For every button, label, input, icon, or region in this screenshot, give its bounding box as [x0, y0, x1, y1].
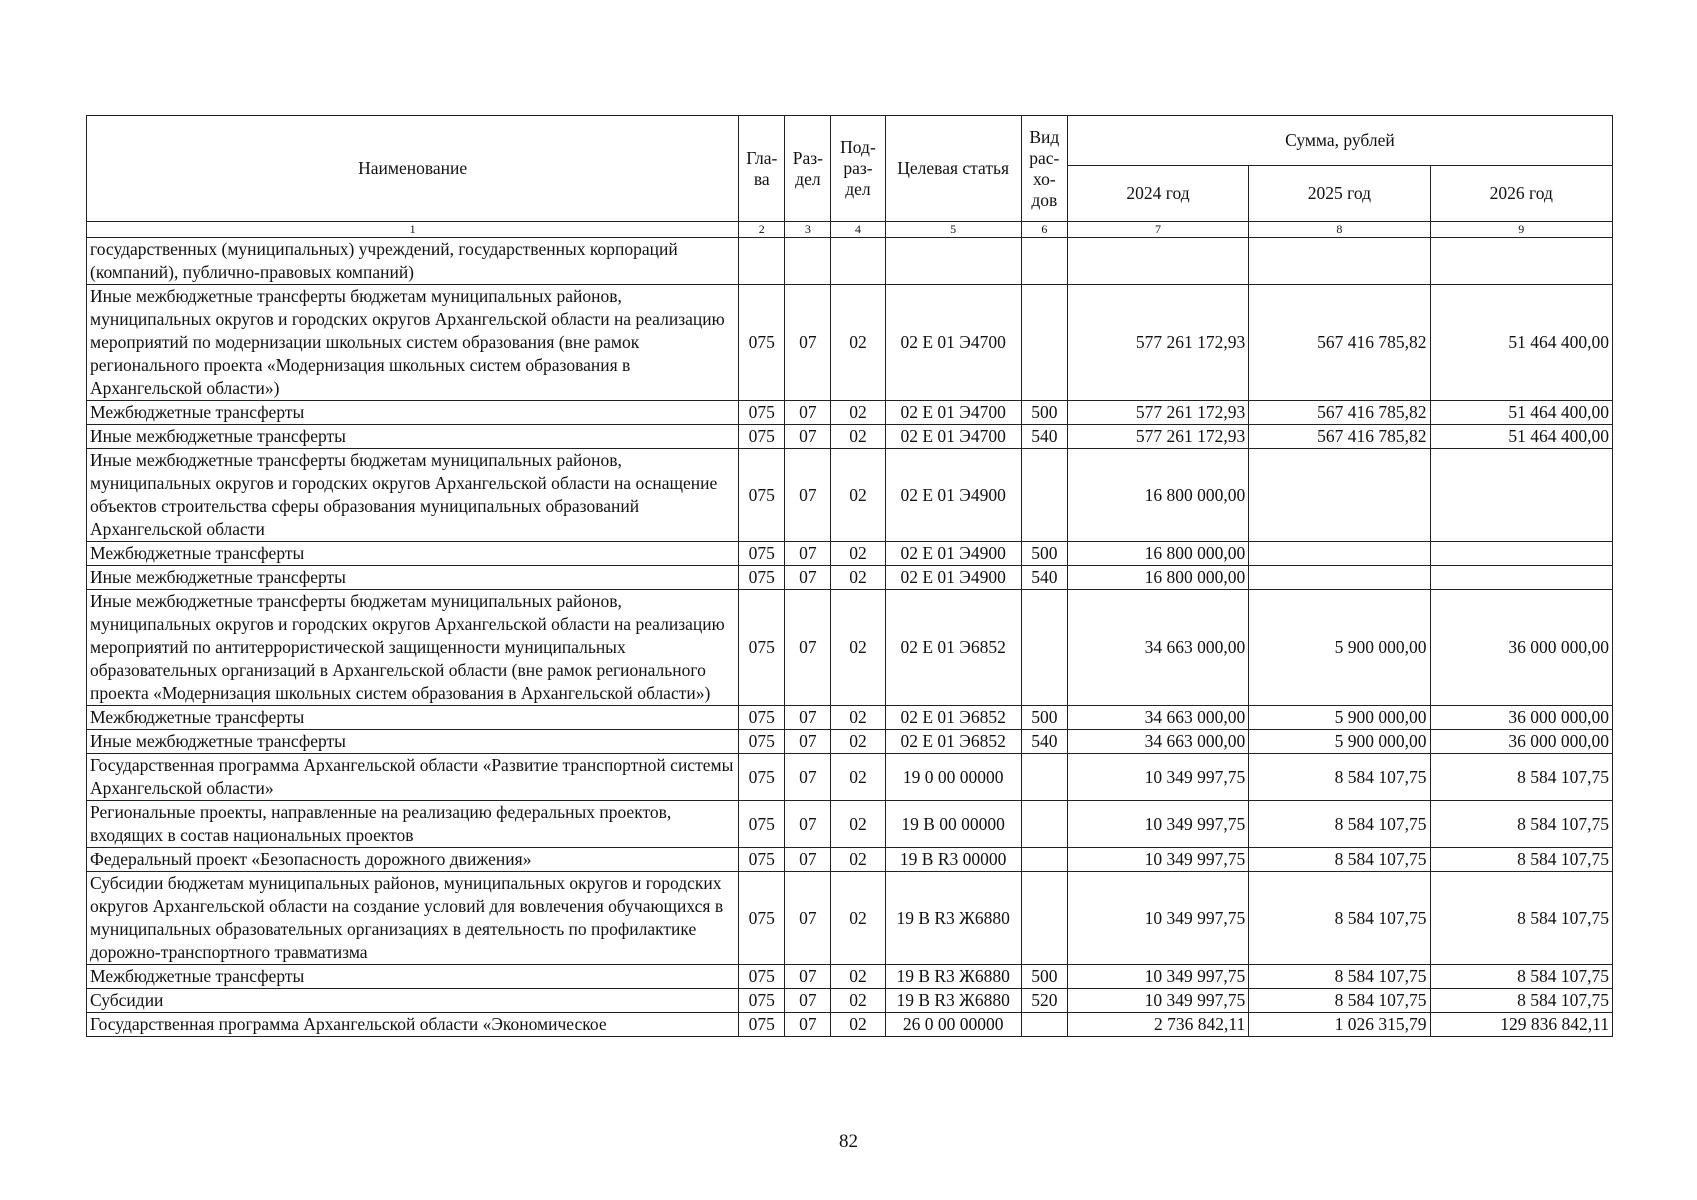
cell-glava: 075: [739, 590, 785, 706]
table-row: [87, 401, 1613, 425]
cell-2024: 16 800 000,00: [1067, 566, 1248, 590]
cell-vid: [1021, 754, 1067, 801]
cell-razdel: 07: [785, 1013, 831, 1037]
cell-razdel: 07: [785, 989, 831, 1013]
table-row: [87, 965, 1613, 989]
cell-glava: 075: [739, 801, 785, 848]
column-number: 4: [831, 222, 885, 238]
cell-podrazdel: 02: [831, 449, 885, 542]
column-number: 3: [785, 222, 831, 238]
header-year-2024: 2024 год: [1067, 166, 1248, 222]
cell-glava: 075: [739, 989, 785, 1013]
cell-vid: 520: [1021, 989, 1067, 1013]
cell-2024: 34 663 000,00: [1067, 706, 1248, 730]
table-row: [87, 449, 1613, 542]
cell-target: 02 Е 01 Э6852: [885, 730, 1021, 754]
cell-2025: [1249, 238, 1430, 285]
cell-podrazdel: 02: [831, 989, 885, 1013]
cell-2026: 36 000 000,00: [1430, 730, 1612, 754]
cell-podrazdel: [831, 238, 885, 285]
cell-target: 19 В 00 00000: [885, 801, 1021, 848]
cell-razdel: 07: [785, 425, 831, 449]
column-number: 5: [885, 222, 1021, 238]
table-row: [87, 285, 1613, 401]
cell-razdel: 07: [785, 848, 831, 872]
header-year-2026: 2026 год: [1430, 166, 1612, 222]
cell-2025: 567 416 785,82: [1249, 285, 1430, 401]
cell-2026: 51 464 400,00: [1430, 285, 1612, 401]
cell-2024: 2 736 842,11: [1067, 1013, 1248, 1037]
column-number: 1: [87, 222, 739, 238]
cell-podrazdel: 02: [831, 285, 885, 401]
cell-2024: 34 663 000,00: [1067, 590, 1248, 706]
table-row: [87, 706, 1613, 730]
cell-2026: 8 584 107,75: [1430, 754, 1612, 801]
cell-name: Иные межбюджетные трансферты: [87, 730, 739, 754]
cell-razdel: [785, 238, 831, 285]
cell-glava: 075: [739, 965, 785, 989]
cell-2025: 567 416 785,82: [1249, 425, 1430, 449]
cell-glava: 075: [739, 1013, 785, 1037]
header-razdel: Раз-дел: [785, 116, 831, 222]
cell-2026: [1430, 566, 1612, 590]
cell-target: 02 Е 01 Э4700: [885, 401, 1021, 425]
cell-podrazdel: 02: [831, 848, 885, 872]
cell-vid: [1021, 590, 1067, 706]
cell-2025: [1249, 542, 1430, 566]
budget-table: [86, 115, 1613, 1037]
cell-2026: 8 584 107,75: [1430, 801, 1612, 848]
cell-podrazdel: 02: [831, 706, 885, 730]
cell-2026: 129 836 842,11: [1430, 1013, 1612, 1037]
cell-razdel: 07: [785, 754, 831, 801]
table-row: [87, 542, 1613, 566]
column-number: 2: [739, 222, 785, 238]
cell-name: Межбюджетные трансферты: [87, 965, 739, 989]
table-row: [87, 425, 1613, 449]
table-row: [87, 730, 1613, 754]
header-name: Наименование: [87, 116, 739, 222]
table-row: [87, 566, 1613, 590]
cell-razdel: 07: [785, 542, 831, 566]
table-row: [87, 590, 1613, 706]
cell-glava: 075: [739, 872, 785, 965]
cell-target: 19 В R3 Ж6880: [885, 872, 1021, 965]
cell-2025: 1 026 315,79: [1249, 1013, 1430, 1037]
column-numbers-row: [87, 222, 1613, 238]
cell-2024: 10 349 997,75: [1067, 754, 1248, 801]
column-number: 8: [1249, 222, 1430, 238]
cell-glava: 075: [739, 425, 785, 449]
cell-name: Иные межбюджетные трансферты бюджетам муниципальных районов, муниципальных округов и городских округов Архангельской области на реализацию мероприятий по модернизации школьных систем образования (вне рамок регионального проекта «Модернизация школьных систем образования в Архангельской области»): [87, 285, 739, 401]
cell-razdel: 07: [785, 590, 831, 706]
header-podrazdel: Под-раз-дел: [831, 116, 885, 222]
cell-name: Региональные проекты, направленные на реализацию федеральных проектов, входящих в состав национальных проектов: [87, 801, 739, 848]
cell-2026: [1430, 238, 1612, 285]
cell-2026: 51 464 400,00: [1430, 401, 1612, 425]
cell-target: 19 В R3 00000: [885, 848, 1021, 872]
cell-2024: 577 261 172,93: [1067, 401, 1248, 425]
cell-2024: 10 349 997,75: [1067, 989, 1248, 1013]
cell-podrazdel: 02: [831, 754, 885, 801]
cell-podrazdel: 02: [831, 801, 885, 848]
cell-2025: 8 584 107,75: [1249, 801, 1430, 848]
cell-glava: 075: [739, 566, 785, 590]
cell-podrazdel: 02: [831, 872, 885, 965]
cell-2026: 51 464 400,00: [1430, 425, 1612, 449]
cell-vid: [1021, 1013, 1067, 1037]
header-target: Целевая статья: [885, 116, 1021, 222]
cell-glava: 075: [739, 542, 785, 566]
cell-name: Иные межбюджетные трансферты бюджетам муниципальных районов, муниципальных округов и городских округов Архангельской области на оснащение объектов строительства сферы образования муниципальных образований Архангельской области: [87, 449, 739, 542]
cell-name: Федеральный проект «Безопасность дорожного движения»: [87, 848, 739, 872]
cell-2025: [1249, 449, 1430, 542]
cell-vid: 540: [1021, 566, 1067, 590]
cell-name: Иные межбюджетные трансферты бюджетам муниципальных районов, муниципальных округов и городских округов Архангельской области на реализацию мероприятий по антитеррористической защищенности муниципальных образовательных организаций в Архангельской области (вне рамок регионального проекта «Модернизация школьных систем образования в Архангельской области»): [87, 590, 739, 706]
cell-glava: 075: [739, 730, 785, 754]
table-row: [87, 801, 1613, 848]
cell-2024: 10 349 997,75: [1067, 848, 1248, 872]
cell-name: государственных (муниципальных) учреждений, государственных корпораций (компаний), публично-правовых компаний): [87, 238, 739, 285]
header-vid: Вид рас-хо-дов: [1021, 116, 1067, 222]
cell-2024: 34 663 000,00: [1067, 730, 1248, 754]
cell-2025: [1249, 566, 1430, 590]
cell-2025: 8 584 107,75: [1249, 872, 1430, 965]
header-year-2025: 2025 год: [1249, 166, 1430, 222]
cell-target: 02 Е 01 Э6852: [885, 706, 1021, 730]
cell-2026: 36 000 000,00: [1430, 590, 1612, 706]
table-row: [87, 1013, 1613, 1037]
cell-2026: 8 584 107,75: [1430, 989, 1612, 1013]
cell-razdel: 07: [785, 965, 831, 989]
table-body: [87, 238, 1613, 1037]
cell-razdel: 07: [785, 730, 831, 754]
cell-2024: 16 800 000,00: [1067, 542, 1248, 566]
cell-2025: 8 584 107,75: [1249, 848, 1430, 872]
cell-razdel: 07: [785, 566, 831, 590]
cell-glava: 075: [739, 285, 785, 401]
cell-podrazdel: 02: [831, 425, 885, 449]
page-number: 82: [839, 1131, 858, 1152]
cell-name: Межбюджетные трансферты: [87, 542, 739, 566]
cell-podrazdel: 02: [831, 965, 885, 989]
cell-target: 19 0 00 00000: [885, 754, 1021, 801]
cell-razdel: 07: [785, 449, 831, 542]
cell-podrazdel: 02: [831, 730, 885, 754]
column-number: 6: [1021, 222, 1067, 238]
cell-target: 02 Е 01 Э4900: [885, 566, 1021, 590]
cell-2026: 8 584 107,75: [1430, 848, 1612, 872]
cell-vid: [1021, 801, 1067, 848]
cell-2026: 8 584 107,75: [1430, 872, 1612, 965]
cell-target: 02 Е 01 Э4900: [885, 449, 1021, 542]
cell-vid: 500: [1021, 965, 1067, 989]
cell-vid: 540: [1021, 730, 1067, 754]
cell-glava: 075: [739, 754, 785, 801]
cell-name: Иные межбюджетные трансферты: [87, 425, 739, 449]
cell-target: 02 Е 01 Э4700: [885, 285, 1021, 401]
cell-target: 19 В R3 Ж6880: [885, 965, 1021, 989]
cell-razdel: 07: [785, 872, 831, 965]
cell-2024: 577 261 172,93: [1067, 285, 1248, 401]
cell-target: [885, 238, 1021, 285]
table-header: [87, 116, 1613, 238]
cell-podrazdel: 02: [831, 401, 885, 425]
cell-name: Субсидии: [87, 989, 739, 1013]
cell-vid: [1021, 872, 1067, 965]
cell-vid: [1021, 449, 1067, 542]
cell-target: 02 Е 01 Э4700: [885, 425, 1021, 449]
table-row: [87, 848, 1613, 872]
cell-2024: 10 349 997,75: [1067, 801, 1248, 848]
cell-razdel: 07: [785, 401, 831, 425]
cell-podrazdel: 02: [831, 590, 885, 706]
cell-glava: 075: [739, 449, 785, 542]
cell-2024: 16 800 000,00: [1067, 449, 1248, 542]
cell-2025: 5 900 000,00: [1249, 730, 1430, 754]
cell-2025: 5 900 000,00: [1249, 590, 1430, 706]
cell-2025: 8 584 107,75: [1249, 965, 1430, 989]
cell-2026: [1430, 449, 1612, 542]
cell-2024: 10 349 997,75: [1067, 965, 1248, 989]
cell-razdel: 07: [785, 801, 831, 848]
table-row: [87, 989, 1613, 1013]
cell-target: 26 0 00 00000: [885, 1013, 1021, 1037]
cell-2026: 8 584 107,75: [1430, 965, 1612, 989]
cell-vid: 500: [1021, 401, 1067, 425]
cell-2024: [1067, 238, 1248, 285]
cell-glava: 075: [739, 706, 785, 730]
cell-target: 19 В R3 Ж6880: [885, 989, 1021, 1013]
cell-glava: 075: [739, 401, 785, 425]
cell-name: Иные межбюджетные трансферты: [87, 566, 739, 590]
cell-razdel: 07: [785, 285, 831, 401]
cell-glava: 075: [739, 848, 785, 872]
cell-2025: 5 900 000,00: [1249, 706, 1430, 730]
cell-2025: 8 584 107,75: [1249, 754, 1430, 801]
cell-target: 02 Е 01 Э6852: [885, 590, 1021, 706]
header-glava: Гла-ва: [739, 116, 785, 222]
cell-podrazdel: 02: [831, 566, 885, 590]
cell-glava: [739, 238, 785, 285]
table-row: [87, 238, 1613, 285]
cell-name: Государственная программа Архангельской области «Экономическое: [87, 1013, 739, 1037]
cell-vid: [1021, 285, 1067, 401]
column-number: 7: [1067, 222, 1248, 238]
cell-name: Государственная программа Архангельской области «Развитие транспортной системы Архангельской области»: [87, 754, 739, 801]
cell-podrazdel: 02: [831, 1013, 885, 1037]
cell-target: 02 Е 01 Э4900: [885, 542, 1021, 566]
cell-2024: 10 349 997,75: [1067, 872, 1248, 965]
table-row: [87, 754, 1613, 801]
cell-vid: [1021, 238, 1067, 285]
cell-2026: 36 000 000,00: [1430, 706, 1612, 730]
cell-vid: 540: [1021, 425, 1067, 449]
header-sum: Сумма, рублей: [1067, 116, 1612, 166]
cell-razdel: 07: [785, 706, 831, 730]
cell-podrazdel: 02: [831, 542, 885, 566]
cell-2024: 577 261 172,93: [1067, 425, 1248, 449]
cell-2025: 567 416 785,82: [1249, 401, 1430, 425]
cell-2025: 8 584 107,75: [1249, 989, 1430, 1013]
cell-vid: [1021, 848, 1067, 872]
cell-vid: 500: [1021, 706, 1067, 730]
cell-vid: 500: [1021, 542, 1067, 566]
cell-name: Межбюджетные трансферты: [87, 706, 739, 730]
cell-name: Субсидии бюджетам муниципальных районов, муниципальных округов и городских округов Архангельской области на создание условий для вовлечения обучающихся в муниципальных образовательных организациях в деятельность по профилактике дорожно-транспортного травматизма: [87, 872, 739, 965]
column-number: 9: [1430, 222, 1612, 238]
cell-name: Межбюджетные трансферты: [87, 401, 739, 425]
cell-2026: [1430, 542, 1612, 566]
table-row: [87, 872, 1613, 965]
